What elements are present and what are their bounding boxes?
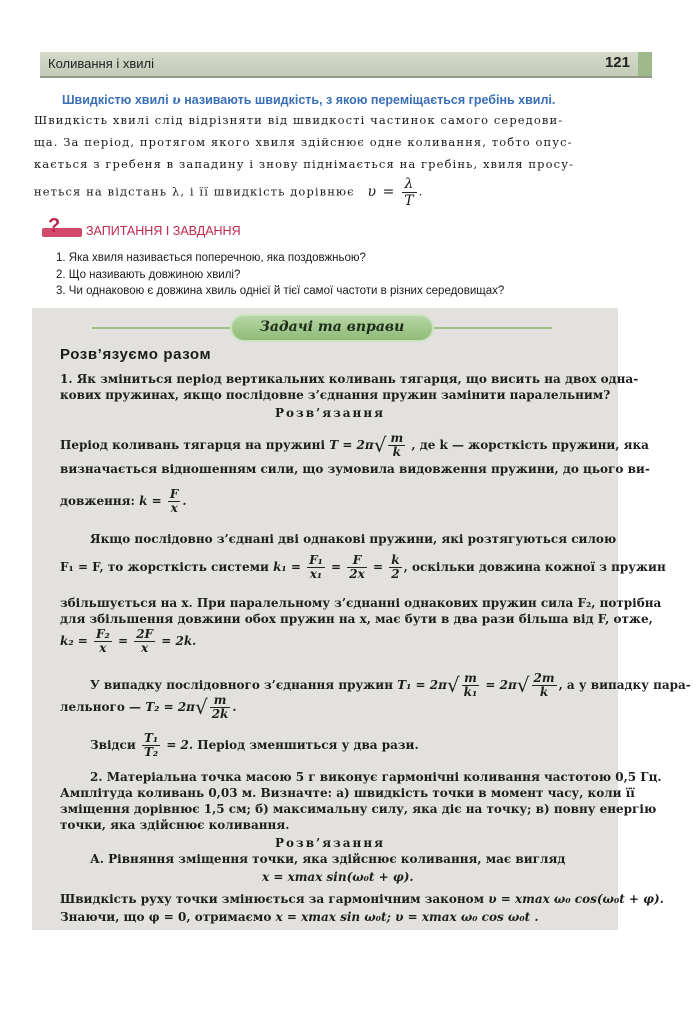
ribbon-line-right — [432, 327, 552, 329]
problem1-solution-label: Розв’язання — [275, 406, 385, 420]
ribbon-line-left — [92, 327, 232, 329]
problem1-s5 — [60, 553, 666, 581]
zero-phase-formula: x = xmax sin ω₀t; υ = xmax ω₀ cos ω₀t . — [275, 910, 539, 924]
series-stiffness-formula: k₁ = $\frac{\text{F₁}}{\text{x₁}}$ = $\frac{F}{2x}$ = $\frac{k}{2}$ — [273, 553, 400, 581]
parallel-stiffness-formula: k₂ = $\frac{\text{F₂}}{x}$ = $\frac{2F}{x}$ = 2k. — [60, 627, 197, 655]
problem2-last-line — [60, 910, 620, 926]
speed-formula-end: . — [418, 184, 424, 199]
problem2-solution-label: Розв’язання — [275, 836, 385, 850]
problem2-line3: зміщення дорівнює 1,5 см; б) максимальну силу, яка діє на точку; в) повну енергію — [60, 802, 657, 816]
tasks-panel — [32, 308, 691, 930]
problem2-v-text: Швидкість руху точки змінюється за гармонічним законом — [60, 892, 485, 906]
problem1-s1-text: Період коливань тягарця на пружині — [60, 438, 326, 452]
problem2-line1: 2. Матеріальна точка масою 5 г виконує гармонічні коливання частотою 0,5 Гц. — [90, 770, 662, 784]
list-item: 1. Яка хвиля називається поперечною, яка поздовжньою? — [56, 252, 366, 264]
problem1-s1 — [60, 431, 649, 459]
problem1-s10 — [60, 694, 620, 721]
parallel-period-formula: T₂ = 2π√ $\frac{m}{2k}$ . — [145, 693, 237, 721]
page-number: 121 — [604, 54, 630, 71]
problem1-s3-text: довження: — [60, 494, 135, 508]
problem1-s4: Якщо послідовно з’єднані дві однакові пружини, які розтягуються силою — [90, 532, 617, 546]
definition-term: Швидкістю хвилі — [62, 93, 169, 107]
problem1-s11 — [60, 732, 650, 759]
page-header — [40, 52, 652, 78]
problem2-last-text: Знаючи, що φ = 0, отримаємо — [60, 910, 272, 924]
list-item: 3. Чи однаковою є довжина хвиль однієї й тієї самої частоти в різних середовищах? — [56, 285, 505, 297]
speed-formula-lhs: υ = — [367, 183, 396, 200]
problem1-s11-text: Звідси — [90, 738, 136, 752]
problem1-line2: кових пружинах, якщо послідовне з’єднання пружин замінити паралельним? — [60, 388, 611, 402]
paragraph-line-4-text: неться на відстань λ, і її швидкість дорівнює — [34, 184, 355, 199]
problem1-s5-tail: , оскільки довжина кожної з пружин — [403, 560, 666, 574]
period-ratio-formula: $\frac{\text{T₁}}{\text{T₂}}$ = 2. — [143, 731, 194, 759]
stiffness-formula: k = $\frac{F}{x}$ . — [139, 487, 187, 515]
header-accent-strip — [638, 52, 652, 76]
definition-symbol: υ — [172, 92, 181, 107]
problem2-a-line: А. Рівняння зміщення точки, яка здійснює коливання, має вигляд — [90, 852, 566, 866]
problem1-s6: збільшується на x. При паралельному з’єднанні однакових пружин сила F₂, потрібна — [60, 596, 662, 610]
problem1-s2: визначається відношенням сили, що зумовила видовження пружини, до цього ви- — [60, 462, 650, 476]
tasks-ribbon-title: Задачі та вправи — [259, 319, 405, 335]
problem2-line2: Амплітуда коливань 0,03 м. Визначте: а) швидкість точки в момент часу, коли її — [60, 786, 635, 800]
problem1-s3 — [60, 488, 620, 515]
paragraph-line-2: ща. За період, протягом якого хвиля здійснює одне коливання, тобто опус- — [34, 135, 573, 149]
questions-heading — [42, 216, 252, 242]
speed-formula-denominator: T — [404, 193, 415, 209]
questions-heading-label: ЗАПИТАННЯ І ЗАВДАННЯ — [86, 224, 241, 238]
series-period-formula: T₁ = 2π√ $\frac{m}{\text{k₁}}$ = 2π√ $\frac{2m}{k}$ — [397, 671, 555, 699]
paragraph-line-1: Швидкість хвилі слід відрізняти від швидкості частинок самого середови- — [34, 113, 564, 127]
speed-formula-numerator: λ — [402, 176, 416, 193]
section-title: Коливання і хвилі — [48, 56, 155, 71]
wave-speed-definition — [62, 92, 555, 107]
paragraph-line-3: кається з гребеня в западину і знову піднімається на гребінь, хвиля просу- — [34, 157, 575, 171]
velocity-formula: υ = xmax ω₀ cos(ω₀t + φ). — [488, 892, 664, 906]
definition-text: називають швидкість, з якою переміщається гребінь хвилі. — [184, 93, 556, 107]
speed-formula-fraction — [402, 176, 416, 209]
problem1-s11-tail: Період зменшиться у два рази. — [197, 738, 419, 752]
problem1-s5-text: F₁ = F, то жорсткість системи — [60, 560, 269, 574]
problem1-s9-text: У випадку послідовного з’єднання пружин — [90, 678, 393, 692]
question-mark-icon: ? — [48, 215, 61, 237]
problem2-v-line — [60, 892, 664, 908]
problem2-line4: точки, яка здійснює коливання. — [60, 818, 290, 832]
paragraph-line-4 — [34, 176, 634, 209]
problem1-s1-tail: , де k — жорсткість пружини, яка — [411, 438, 649, 452]
solve-together-heading: Розв’язуємо разом — [60, 346, 212, 363]
problem1-s10-text: лельного — — [60, 700, 142, 714]
period-formula: T = 2π√ $\frac{m}{k}$ — [329, 431, 404, 459]
problem1-s9-tail: , а у випадку пара- — [558, 678, 691, 692]
displacement-formula: x = xmax sin(ω₀t + φ). — [262, 870, 414, 884]
list-item: 2. Що називають довжиною хвилі? — [56, 268, 241, 281]
problem1-line1: 1. Як зміниться період вертикальних коливань тягарця, що висить на двох однa- — [60, 372, 639, 386]
problem1-s7: для збільшення довжини обох пружин на x, має бути в два рази більша від F, отже, — [60, 612, 653, 626]
questions-list — [56, 250, 504, 300]
